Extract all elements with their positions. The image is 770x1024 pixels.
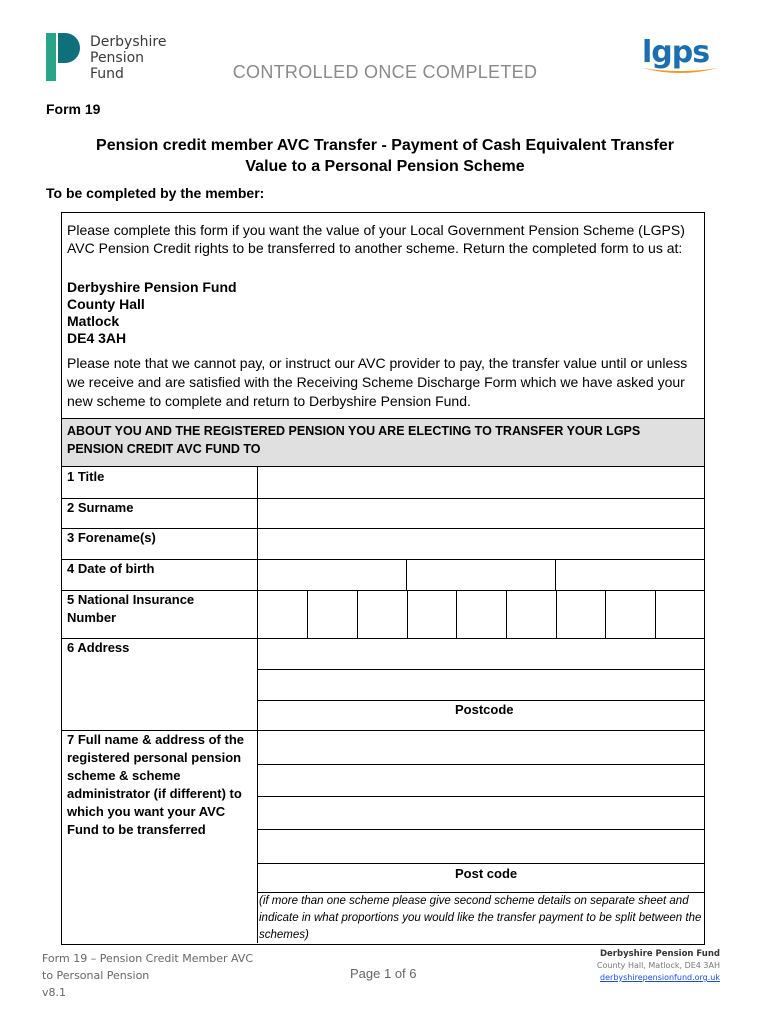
lgps-swoosh-icon	[640, 66, 720, 76]
intro-text: Please complete this form if you want the value of your Local Government Pension Scheme (LGPS) AVC Pension Credit rights to be transferred to another scheme. Return the completed form to us at:	[67, 222, 685, 256]
scheme-label: 7 Full name & address of the registered personal pension scheme & scheme administrator (if different) to which you want your AVC Fund to be transferred	[67, 732, 244, 837]
return-address: Derbyshire Pension Fund County Hall Matlock DE4 3AH	[67, 279, 237, 346]
footer-form-ref: Form 19 – Pension Credit Member AVC to Personal Pension v8.1	[42, 952, 254, 999]
forenames-field[interactable]	[258, 529, 704, 559]
address-postcode-label: Postcode	[455, 702, 514, 717]
dob-field[interactable]	[258, 560, 704, 590]
scheme-note: (if more than one scheme please give second scheme details on separate sheet and indicate in what proportions you would like the transfer payment to be split between the schemes)	[259, 895, 702, 941]
address-label: 6 Address	[67, 640, 130, 655]
forenames-label: 3 Forename(s)	[67, 530, 156, 545]
title-label: 1 Title	[67, 469, 105, 484]
surname-label: 2 Surname	[67, 500, 134, 515]
dob-label: 4 Date of birth	[67, 561, 155, 576]
derbyshire-pension-fund-logo	[46, 33, 186, 83]
instruction-heading: To be completed by the member:	[46, 185, 265, 201]
footer-contact: Derbyshire Pension Fund County Hall, Matlock, DE4 3AH derbyshirepensionfund.org.uk	[560, 948, 720, 984]
ni-number-field[interactable]	[258, 591, 704, 638]
scheme-details-field[interactable]	[258, 731, 704, 892]
ni-label: 5 National Insurance Number	[67, 592, 195, 625]
form-number: Form 19	[46, 101, 101, 117]
transfer-note: Please note that we cannot pay, or instruct our AVC provider to pay, the transfer value until or unless we receive and are satisfied with the Receiving Scheme Discharge Form which we have asked your new scheme to complete and return to Derbyshire Pension Fund.	[67, 355, 688, 409]
section-heading: ABOUT YOU AND THE REGISTERED PENSION YOU ARE ELECTING TO TRANSFER YOUR LGPS PENSION CREDIT AVC FUND TO	[62, 418, 704, 467]
website-link[interactable]: derbyshirepensionfund.org.uk	[600, 973, 720, 982]
address-field[interactable]	[258, 639, 704, 730]
page-number: Page 1 of 6	[350, 966, 417, 981]
dpf-logo-text: Derbyshire Pension Fund	[90, 34, 167, 82]
page-title: Pension credit member AVC Transfer - Payment of Cash Equivalent Transfer Value to a Personal Pension Scheme	[96, 137, 674, 175]
lgps-logo: lgps	[640, 38, 722, 76]
surname-field[interactable]	[258, 499, 704, 528]
title-field[interactable]	[258, 467, 704, 498]
controlled-stamp: CONTROLLED ONCE COMPLETED	[232, 62, 538, 82]
dpf-logo-mark	[46, 33, 80, 81]
scheme-postcode-label: Post code	[455, 866, 518, 881]
